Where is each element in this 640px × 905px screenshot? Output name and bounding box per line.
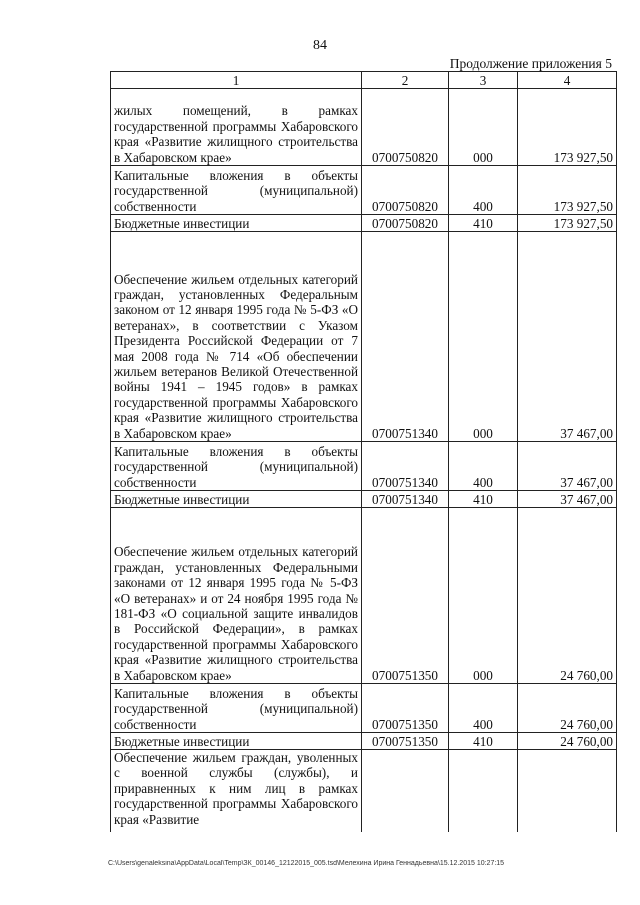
row-name-cell: Обеспечение жильем граждан, уволенных с военной службы (службы), и приравненных к ним лиц в рамках государственной программы Хабаровского края «Развитие (111, 750, 362, 832)
page-number: 84 (313, 38, 327, 53)
row-expense-type-cell: 410 (449, 491, 518, 508)
row-name-cell: Бюджетные инвестиции (111, 733, 362, 750)
row-sum-cell (518, 750, 617, 832)
table-row (111, 733, 617, 750)
row-name-cell: жилых помещений, в рамках государственной программы Хабаровского края «Развитие жилищного строительства в Хабаровском крае» (111, 89, 362, 166)
column-header: 3 (449, 72, 518, 89)
budget-table (110, 71, 617, 832)
table-body (111, 89, 617, 832)
table-row (111, 684, 617, 733)
row-name-cell: Капитальные вложения в объекты государственной (муниципальной) собственности (111, 684, 362, 733)
row-code-cell: 0700750820 (362, 215, 449, 232)
row-sum-cell: 24 760,00 (518, 508, 617, 684)
row-name-cell: Капитальные вложения в объекты государственной (муниципальной) собственности (111, 166, 362, 215)
row-expense-type-cell: 410 (449, 215, 518, 232)
row-name-cell: Бюджетные инвестиции (111, 491, 362, 508)
row-expense-type-cell: 000 (449, 508, 518, 684)
row-code-cell: 0700751350 (362, 508, 449, 684)
row-sum-cell: 173 927,50 (518, 166, 617, 215)
row-code-cell: 0700751350 (362, 684, 449, 733)
row-code-cell (362, 750, 449, 832)
row-expense-type-cell: 400 (449, 166, 518, 215)
row-sum-cell: 24 760,00 (518, 733, 617, 750)
row-sum-cell: 173 927,50 (518, 89, 617, 166)
row-name-cell: Обеспечение жильем отдельных категорий граждан, установленных Федеральным законом от 12 января 1995 года № 5-ФЗ «О ветеранах», в соответствии с Указом Президента Российской Федерации от 7 мая 2008 года № 714 «Об обеспечении жильем ветеранов Великой Отечественной войны 1941 – 1945 годов» в рамках государственной программы Хабаровского края «Развитие жилищного строительства в Хабаровском крае» (111, 232, 362, 442)
table-row (111, 750, 617, 832)
row-sum-cell: 173 927,50 (518, 215, 617, 232)
table-row (111, 89, 617, 166)
row-sum-cell: 24 760,00 (518, 684, 617, 733)
row-code-cell: 0700751340 (362, 491, 449, 508)
header-row (111, 72, 617, 89)
row-code-cell: 0700751340 (362, 442, 449, 491)
row-name-cell: Капитальные вложения в объекты государственной (муниципальной) собственности (111, 442, 362, 491)
table-row (111, 508, 617, 684)
row-code-cell: 0700751350 (362, 733, 449, 750)
continuation-label: Продолжение приложения 5 (449, 56, 612, 71)
row-expense-type-cell: 400 (449, 684, 518, 733)
table-row (111, 442, 617, 491)
file-path-footer: C:\Users\genaleksina\AppData\Local\Temp\ЗК_00146_12122015_005.tsd\Мелехина Ирина Геннадьевна\15.12.2015 10:27:15 (108, 860, 505, 867)
row-name-cell: Бюджетные инвестиции (111, 215, 362, 232)
table-row (111, 215, 617, 232)
row-name-cell: Обеспечение жильем отдельных категорий граждан, установленных Федеральными законами от 12 января 1995 года № 5-ФЗ «О ветеранах» и от 24 ноября 1995 года № 181-ФЗ «О социальной защите инвалидов в Российской Федерации», в рамках государственной программы Хабаровского края «Развитие жилищного строительства в Хабаровском крае» (111, 508, 362, 684)
table-row (111, 232, 617, 442)
row-expense-type-cell (449, 750, 518, 832)
row-expense-type-cell: 400 (449, 442, 518, 491)
row-expense-type-cell: 000 (449, 232, 518, 442)
column-header: 2 (362, 72, 449, 89)
column-header: 1 (111, 72, 362, 89)
table-row (111, 166, 617, 215)
row-expense-type-cell: 410 (449, 733, 518, 750)
row-sum-cell: 37 467,00 (518, 491, 617, 508)
column-header: 4 (518, 72, 617, 89)
row-sum-cell: 37 467,00 (518, 232, 617, 442)
row-expense-type-cell: 000 (449, 89, 518, 166)
table-row (111, 491, 617, 508)
row-code-cell: 0700751340 (362, 232, 449, 442)
row-code-cell: 0700750820 (362, 89, 449, 166)
row-code-cell: 0700750820 (362, 166, 449, 215)
row-sum-cell: 37 467,00 (518, 442, 617, 491)
